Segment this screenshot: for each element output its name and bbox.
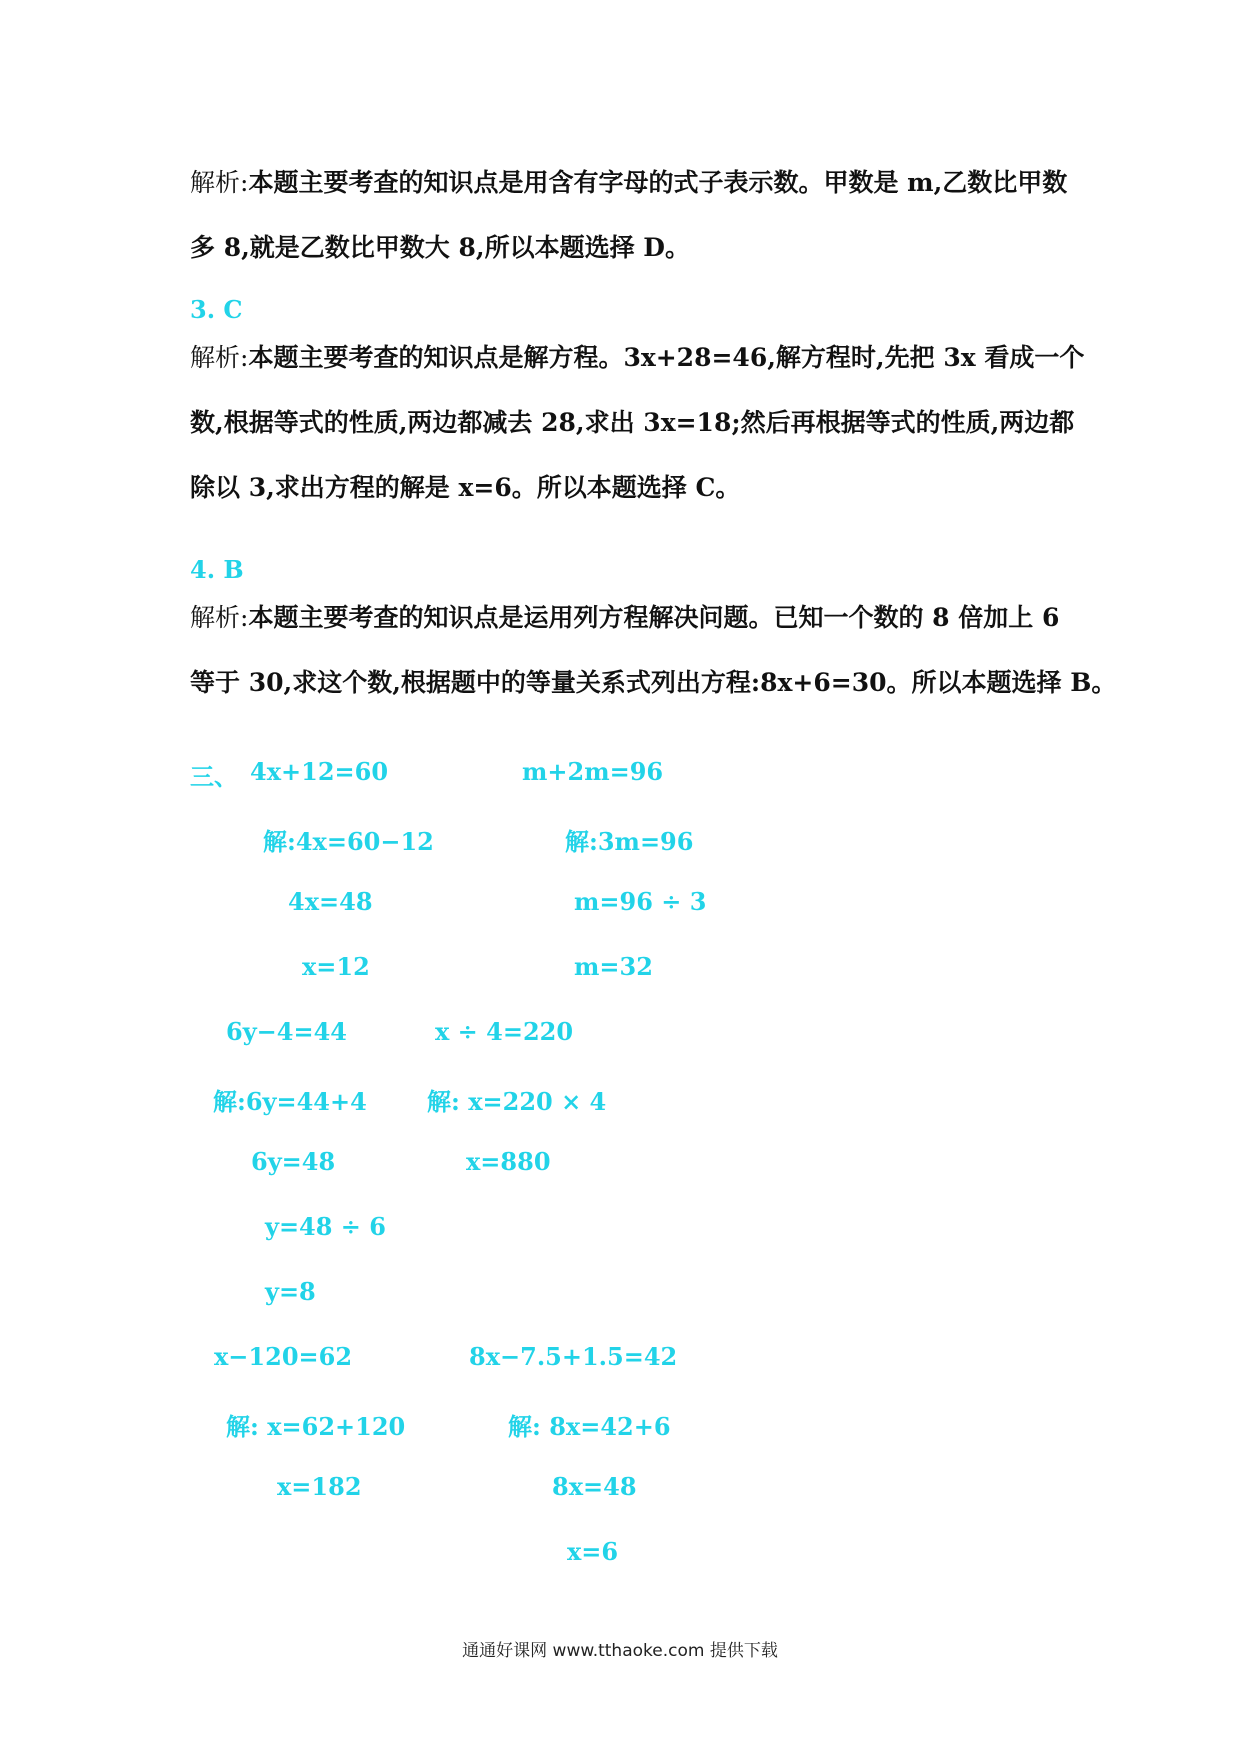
text-line: 数,根据等式的性质,两边都减去 28,求出 3x=18;然后再根据等式的性质,两边都 xyxy=(190,408,1075,437)
explanation-prefix: 解析: xyxy=(190,343,249,372)
equation-line: 4x=48 xyxy=(288,887,373,916)
explanation-prefix: 解析: xyxy=(190,603,249,632)
explanation-paragraph xyxy=(190,325,1085,520)
explanation-text: 本题主要考查的知识点是用含有字母的式子表示数。甲数是 m,乙数比甲数 xyxy=(248,168,1068,197)
equation-line: m=96 ÷ 3 xyxy=(574,887,707,916)
equation-line: 6y−4=44 xyxy=(226,1017,347,1046)
equation-line: x−120=62 xyxy=(214,1342,353,1371)
text-line: 除以 3,求出方程的解是 x=6。所以本题选择 C。 xyxy=(190,473,741,502)
text-line xyxy=(190,150,1070,215)
equation-line: x=880 xyxy=(466,1147,551,1176)
footer-text: 通通好课网 www.tthaoke.com 提供下载 xyxy=(462,1641,778,1661)
equation-line: 6y=48 xyxy=(251,1147,336,1176)
section-label: 三、 xyxy=(190,762,238,791)
explanation-text: 本题主要考查的知识点是运用列方程解决问题。已知一个数的 8 倍加上 6 xyxy=(248,603,1060,632)
explanation-paragraph xyxy=(190,585,1117,715)
equation-line: x=12 xyxy=(302,952,370,981)
equation-line: 解:4x=60−12 xyxy=(263,827,434,856)
equation-line: 8x=48 xyxy=(552,1472,637,1501)
explanation-paragraph xyxy=(190,150,1070,280)
equation-line: 8x−7.5+1.5=42 xyxy=(469,1342,678,1371)
equation-line: 解: 8x=42+6 xyxy=(508,1412,671,1441)
equation-line: x=6 xyxy=(567,1537,619,1566)
equation-line: m+2m=96 xyxy=(522,757,664,786)
equation-line: m=32 xyxy=(574,952,653,981)
equation-line: x ÷ 4=220 xyxy=(435,1017,574,1046)
answer-label: 3. C xyxy=(190,295,243,324)
explanation-text: 本题主要考查的知识点是解方程。3x+28=46,解方程时,先把 3x 看成一个 xyxy=(248,343,1085,372)
text-line xyxy=(190,585,1070,650)
explanation-prefix: 解析: xyxy=(190,168,249,197)
text-line xyxy=(190,325,1085,390)
text-line: 等于 30,求这个数,根据题中的等量关系式列出方程:8x+6=30。所以本题选择 B。 xyxy=(190,668,1117,697)
equation-line: x=182 xyxy=(277,1472,362,1501)
equation-line: y=8 xyxy=(265,1277,316,1306)
answer-label: 4. B xyxy=(190,555,244,584)
equation-line: 解:6y=44+4 xyxy=(213,1087,367,1116)
equation-line: 解: x=62+120 xyxy=(226,1412,406,1441)
equation-line: 解:3m=96 xyxy=(565,827,694,856)
text-line: 多 8,就是乙数比甲数大 8,所以本题选择 D。 xyxy=(190,233,690,262)
equation-line: y=48 ÷ 6 xyxy=(265,1212,386,1241)
equation-line: 解: x=220 × 4 xyxy=(427,1087,607,1116)
equation-line: 4x+12=60 xyxy=(250,757,389,786)
